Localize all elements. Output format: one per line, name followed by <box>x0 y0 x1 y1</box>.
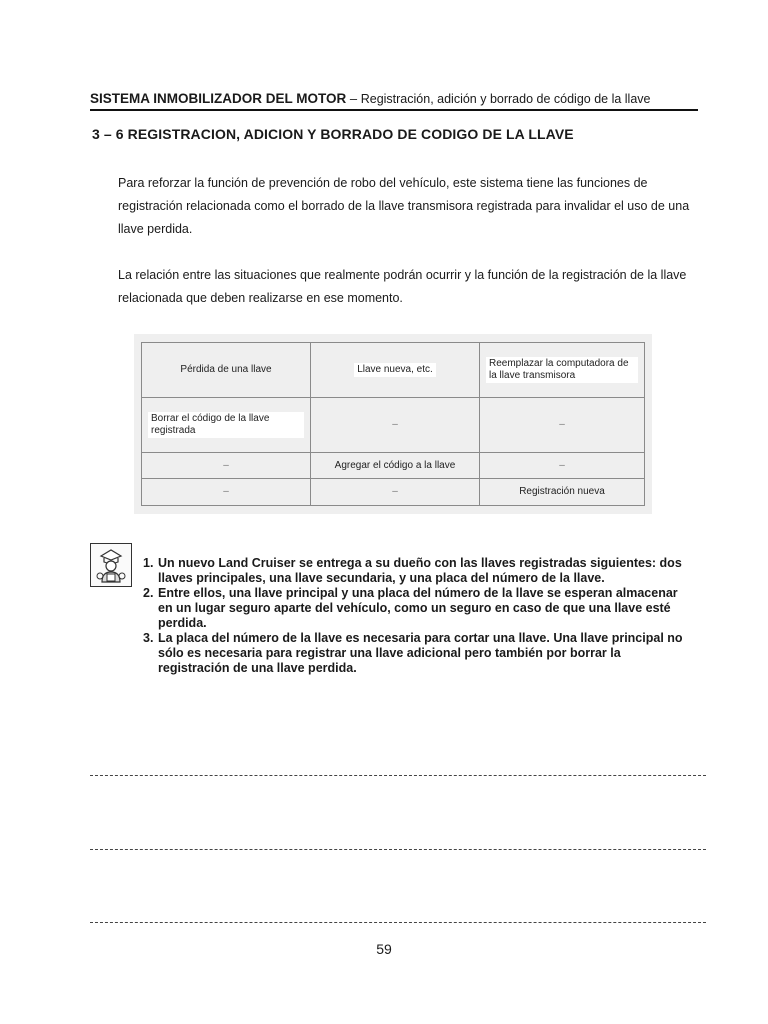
list-item: 2. Entre ellos, una llave principal y una placa del número de la llave se esperan almacenar en un lugar seguro aparte del vehículo, como un seguro en caso de que una llave esté perdida. <box>143 586 678 630</box>
function-table <box>141 342 645 506</box>
mechanic-note-icon-graphic <box>91 544 131 586</box>
writing-line <box>90 775 706 776</box>
intro-paragraph: Para reforzar la función de prevención de robo del vehículo, este sistema tiene las funciones de registración relacionada como el borrado de la llave transmisora registrada para invalidar el uso de una llave perdida. <box>118 176 690 236</box>
page-number: 59 <box>376 941 392 957</box>
table-header-row <box>142 343 645 398</box>
mechanic-note-icon <box>90 543 132 587</box>
table-cell: Registración nueva <box>480 479 645 506</box>
table-cell: – <box>311 479 480 506</box>
table-cell: – <box>311 398 480 453</box>
table-row <box>142 398 645 453</box>
table-header-cell: Pérdida de una llave <box>142 343 311 398</box>
list-item: 1. Un nuevo Land Cruiser se entrega a su dueño con las llaves registradas siguientes: dos llaves principales, una llave secundaria, y una placa del número de la llave. <box>143 556 682 585</box>
writing-line <box>90 922 706 923</box>
table-row <box>142 453 645 479</box>
header-system-title: SISTEMA INMOBILIZADOR DEL MOTOR <box>90 91 347 106</box>
list-item: 3. La placa del número de la llave es necesaria para cortar una llave. Una llave principal no sólo es necesaria para registrar una llave adicional pero también por borrar la registración de una llave perdida. <box>143 631 683 675</box>
table-row <box>142 479 645 506</box>
table-cell: Agregar el código a la llave <box>311 453 480 479</box>
table-cell: Borrar el código de la llave registrada <box>142 398 311 453</box>
table-cell: – <box>480 398 645 453</box>
header-subtitle: Registración, adición y borrado de código de la llave <box>360 92 651 106</box>
writing-line <box>90 849 706 850</box>
running-header <box>90 90 698 111</box>
table-cell: – <box>142 479 311 506</box>
table-cell: – <box>142 453 311 479</box>
table-cell: – <box>480 453 645 479</box>
notes-list <box>143 556 683 676</box>
section-title: 3 – 6 REGISTRACION, ADICION Y BORRADO DE CODIGO DE LA LLAVE <box>92 126 574 142</box>
function-table-image <box>134 334 652 514</box>
table-header-cell: Llave nueva, etc. <box>311 343 480 398</box>
table-header-cell: Reemplazar la computadora de la llave transmisora <box>480 343 645 398</box>
header-separator: – <box>346 91 361 106</box>
relation-paragraph: La relación entre las situaciones que realmente podrán ocurrir y la función de la registración de la llave relacionada que deben realizarse en ese momento. <box>118 268 687 305</box>
